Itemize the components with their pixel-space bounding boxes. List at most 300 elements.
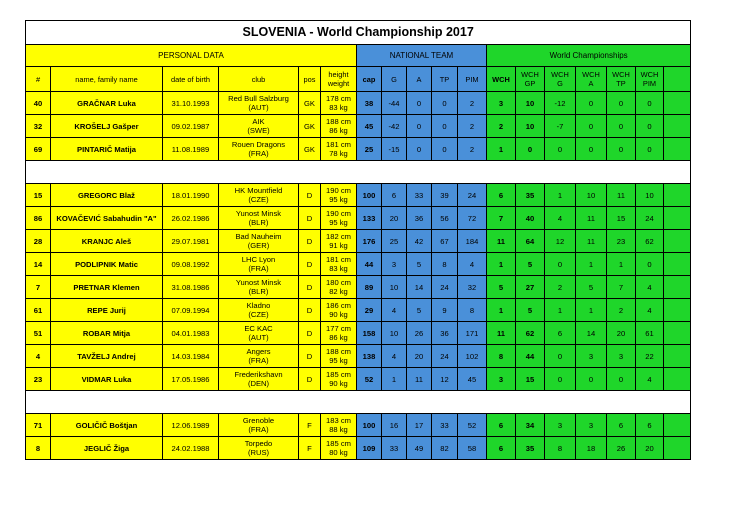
nt-caps: 138 xyxy=(357,345,382,368)
player-name: ROBAR Mitja xyxy=(51,322,163,345)
player-dob: 04.01.1983 xyxy=(163,322,219,345)
player-row xyxy=(26,322,691,345)
nt-caps: 109 xyxy=(357,437,382,460)
player-height-weight xyxy=(321,322,357,345)
nt-goals: 10 xyxy=(382,322,407,345)
player-club-line2: (FRA) xyxy=(248,149,269,158)
wch-pim: 62 xyxy=(636,230,664,253)
wch-points: 3 xyxy=(607,345,636,368)
player-height-weight-line1: 190 cm xyxy=(326,186,351,195)
player-club xyxy=(219,115,299,138)
player-row xyxy=(26,253,691,276)
player-name: JEGLIČ Žiga xyxy=(51,437,163,460)
row-spacer xyxy=(664,414,691,437)
wch-points: 2 xyxy=(607,299,636,322)
player-row xyxy=(26,414,691,437)
wch-pim: 24 xyxy=(636,207,664,230)
player-height-weight-line1: 182 cm xyxy=(326,232,351,241)
player-number: 71 xyxy=(26,414,51,437)
wch-points: 15 xyxy=(607,207,636,230)
wch-games: 40 xyxy=(516,207,545,230)
wch-points: 0 xyxy=(607,138,636,161)
player-club-line1: EC KAC xyxy=(244,324,273,333)
player-name: VIDMAR Luka xyxy=(51,368,163,391)
player-height-weight-line1: 180 cm xyxy=(326,278,351,287)
player-name: KROŠELJ Gašper xyxy=(51,115,163,138)
player-club-line2: (SWE) xyxy=(247,126,270,135)
player-number: 40 xyxy=(26,92,51,115)
player-name: PRETNAR Klemen xyxy=(51,276,163,299)
player-club-line2: (DEN) xyxy=(247,379,270,388)
header-name: name, family name xyxy=(51,67,163,92)
header-num: # xyxy=(26,67,51,92)
player-club-line1: HK Mountfield xyxy=(234,186,283,195)
player-height-weight-line1: 181 cm xyxy=(326,140,351,149)
player-height-weight xyxy=(321,276,357,299)
wch-games: 10 xyxy=(516,92,545,115)
wch-assists: 0 xyxy=(576,368,607,391)
roster-sheet xyxy=(25,20,690,460)
player-height-weight-line2: 95 kg xyxy=(329,218,348,227)
nt-caps: 45 xyxy=(357,115,382,138)
player-club xyxy=(219,253,299,276)
player-height-weight xyxy=(321,138,357,161)
player-row xyxy=(26,92,691,115)
row-spacer xyxy=(664,115,691,138)
section-personal-data: PERSONAL DATA xyxy=(26,45,357,67)
nt-points: 24 xyxy=(432,276,458,299)
nt-caps: 89 xyxy=(357,276,382,299)
nt-assists: 5 xyxy=(407,299,432,322)
wch-goals: 1 xyxy=(545,299,576,322)
wch-games: 5 xyxy=(516,253,545,276)
wch-pim: 61 xyxy=(636,322,664,345)
nt-pim: 24 xyxy=(458,184,487,207)
player-club-line1: LHC Lyon xyxy=(241,255,276,264)
player-position: F xyxy=(299,437,321,460)
player-name: PODLIPNIK Matic xyxy=(51,253,163,276)
nt-assists: 42 xyxy=(407,230,432,253)
header-wch-g-text: WCH G xyxy=(551,70,569,88)
player-name: KOVAČEVIĆ Sabahudin "A" xyxy=(51,207,163,230)
nt-pim: 45 xyxy=(458,368,487,391)
player-club-line1: Grenoble xyxy=(242,416,275,425)
wch-count: 5 xyxy=(487,276,516,299)
section-world-championships: World Championships xyxy=(487,45,691,67)
player-club-line2: (AUT) xyxy=(248,103,269,112)
player-dob: 24.02.1988 xyxy=(163,437,219,460)
wch-count: 8 xyxy=(487,345,516,368)
player-row xyxy=(26,368,691,391)
wch-assists: 11 xyxy=(576,207,607,230)
nt-caps: 29 xyxy=(357,299,382,322)
wch-pim: 0 xyxy=(636,253,664,276)
player-club-line1: Bad Nauheim xyxy=(235,232,282,241)
header-spacer xyxy=(664,67,691,92)
player-club-line2: (AUT) xyxy=(248,333,269,342)
player-name: GOLIČIČ Boštjan xyxy=(51,414,163,437)
nt-pim: 32 xyxy=(458,276,487,299)
nt-goals: 6 xyxy=(382,184,407,207)
row-spacer xyxy=(664,276,691,299)
player-height-weight xyxy=(321,368,357,391)
nt-assists: 26 xyxy=(407,322,432,345)
player-height-weight xyxy=(321,184,357,207)
wch-goals: 3 xyxy=(545,414,576,437)
player-dob: 14.03.1984 xyxy=(163,345,219,368)
header-wch-a xyxy=(576,67,607,92)
player-row xyxy=(26,207,691,230)
nt-goals: 25 xyxy=(382,230,407,253)
nt-caps: 100 xyxy=(357,414,382,437)
nt-assists: 0 xyxy=(407,92,432,115)
player-height-weight-line1: 186 cm xyxy=(326,301,351,310)
nt-goals: 4 xyxy=(382,299,407,322)
page-title: SLOVENIA - World Championship 2017 xyxy=(26,21,691,45)
player-club-line1: Kladno xyxy=(246,301,271,310)
wch-goals: 6 xyxy=(545,322,576,345)
player-number: 15 xyxy=(26,184,51,207)
wch-goals: 0 xyxy=(545,138,576,161)
player-height-weight-line1: 183 cm xyxy=(326,416,351,425)
player-height-weight xyxy=(321,437,357,460)
player-number: 28 xyxy=(26,230,51,253)
player-club-line2: (GER) xyxy=(247,241,270,250)
player-club-line1: Yunost Minsk xyxy=(235,209,282,218)
nt-assists: 20 xyxy=(407,345,432,368)
nt-goals: 1 xyxy=(382,368,407,391)
nt-points: 56 xyxy=(432,207,458,230)
wch-pim: 4 xyxy=(636,368,664,391)
wch-games: 27 xyxy=(516,276,545,299)
wch-points: 0 xyxy=(607,115,636,138)
nt-caps: 133 xyxy=(357,207,382,230)
wch-games: 35 xyxy=(516,437,545,460)
nt-points: 0 xyxy=(432,115,458,138)
nt-points: 0 xyxy=(432,92,458,115)
player-club xyxy=(219,138,299,161)
roster-table xyxy=(25,20,691,460)
nt-pim: 8 xyxy=(458,299,487,322)
wch-goals: 0 xyxy=(545,368,576,391)
wch-goals: 8 xyxy=(545,437,576,460)
wch-count: 1 xyxy=(487,138,516,161)
player-club xyxy=(219,299,299,322)
wch-points: 1 xyxy=(607,253,636,276)
player-position: GK xyxy=(299,115,321,138)
player-position: GK xyxy=(299,92,321,115)
player-position: F xyxy=(299,414,321,437)
wch-points: 11 xyxy=(607,184,636,207)
wch-points: 23 xyxy=(607,230,636,253)
wch-count: 11 xyxy=(487,322,516,345)
player-height-weight-line1: 188 cm xyxy=(326,347,351,356)
player-height-weight-line1: 188 cm xyxy=(326,117,351,126)
wch-points: 6 xyxy=(607,414,636,437)
player-dob: 18.01.1990 xyxy=(163,184,219,207)
nt-assists: 14 xyxy=(407,276,432,299)
wch-goals: -7 xyxy=(545,115,576,138)
header-dob-text: date of birth xyxy=(170,74,211,84)
wch-points: 0 xyxy=(607,92,636,115)
nt-assists: 0 xyxy=(407,138,432,161)
player-height-weight xyxy=(321,207,357,230)
wch-pim: 0 xyxy=(636,115,664,138)
player-club xyxy=(219,207,299,230)
section-national-team: NATIONAL TEAM xyxy=(357,45,487,67)
nt-pim: 2 xyxy=(458,92,487,115)
player-club-line2: (FRA) xyxy=(248,425,269,434)
player-number: 8 xyxy=(26,437,51,460)
player-club xyxy=(219,184,299,207)
row-spacer xyxy=(664,207,691,230)
section-spacer-row xyxy=(26,391,691,414)
wch-games: 0 xyxy=(516,138,545,161)
header-wch: WCH xyxy=(487,67,516,92)
wch-assists: 3 xyxy=(576,414,607,437)
player-height-weight-line2: 80 kg xyxy=(329,448,348,457)
player-club xyxy=(219,230,299,253)
nt-assists: 5 xyxy=(407,253,432,276)
player-row xyxy=(26,276,691,299)
player-club-line2: (CZE) xyxy=(248,310,269,319)
player-dob: 09.02.1987 xyxy=(163,115,219,138)
player-height-weight-line2: 83 kg xyxy=(329,264,348,273)
player-height-weight-line1: 185 cm xyxy=(326,370,351,379)
wch-pim: 22 xyxy=(636,345,664,368)
nt-caps: 25 xyxy=(357,138,382,161)
player-name: REPE Jurij xyxy=(51,299,163,322)
wch-count: 3 xyxy=(487,92,516,115)
player-club-line2: (FRA) xyxy=(248,356,269,365)
nt-goals: 3 xyxy=(382,253,407,276)
wch-count: 3 xyxy=(487,368,516,391)
nt-assists: 11 xyxy=(407,368,432,391)
row-spacer xyxy=(664,368,691,391)
header-wch-tp xyxy=(607,67,636,92)
row-spacer xyxy=(664,253,691,276)
wch-goals: 4 xyxy=(545,207,576,230)
player-height-weight xyxy=(321,253,357,276)
wch-count: 6 xyxy=(487,414,516,437)
wch-assists: 14 xyxy=(576,322,607,345)
wch-pim: 10 xyxy=(636,184,664,207)
player-number: 7 xyxy=(26,276,51,299)
player-height-weight xyxy=(321,299,357,322)
player-club xyxy=(219,437,299,460)
player-dob: 12.06.1989 xyxy=(163,414,219,437)
wch-goals: 1 xyxy=(545,184,576,207)
player-club-line2: (CZE) xyxy=(248,195,269,204)
wch-games: 34 xyxy=(516,414,545,437)
wch-pim: 6 xyxy=(636,414,664,437)
player-club xyxy=(219,92,299,115)
wch-games: 62 xyxy=(516,322,545,345)
player-dob: 09.08.1992 xyxy=(163,253,219,276)
nt-pim: 2 xyxy=(458,138,487,161)
spacer-cell xyxy=(26,161,691,184)
player-position: D xyxy=(299,299,321,322)
row-spacer xyxy=(664,184,691,207)
player-row xyxy=(26,230,691,253)
spacer-cell xyxy=(26,391,691,414)
player-position: D xyxy=(299,368,321,391)
player-height-weight-line2: 86 kg xyxy=(329,333,348,342)
player-height-weight xyxy=(321,230,357,253)
nt-caps: 100 xyxy=(357,184,382,207)
player-position: D xyxy=(299,322,321,345)
player-club-line1: Frederikshavn xyxy=(234,370,283,379)
player-name: KRANJC Aleš xyxy=(51,230,163,253)
player-club-line1: Torpedo xyxy=(244,439,273,448)
player-position: D xyxy=(299,276,321,299)
player-height-weight-line2: 83 kg xyxy=(329,103,348,112)
nt-goals: 16 xyxy=(382,414,407,437)
row-spacer xyxy=(664,230,691,253)
nt-assists: 49 xyxy=(407,437,432,460)
header-tp: TP xyxy=(432,67,458,92)
player-dob: 07.09.1994 xyxy=(163,299,219,322)
wch-count: 6 xyxy=(487,184,516,207)
header-wch-tp-text: WCH TP xyxy=(612,70,630,88)
player-height-weight-line2: 90 kg xyxy=(329,310,348,319)
player-number: 4 xyxy=(26,345,51,368)
wch-count: 1 xyxy=(487,299,516,322)
wch-count: 1 xyxy=(487,253,516,276)
row-spacer xyxy=(664,437,691,460)
nt-goals: 20 xyxy=(382,207,407,230)
row-spacer xyxy=(664,322,691,345)
player-number: 23 xyxy=(26,368,51,391)
nt-assists: 0 xyxy=(407,115,432,138)
player-height-weight xyxy=(321,414,357,437)
player-height-weight-line2: 95 kg xyxy=(329,356,348,365)
nt-points: 67 xyxy=(432,230,458,253)
player-row xyxy=(26,184,691,207)
nt-points: 9 xyxy=(432,299,458,322)
player-position: D xyxy=(299,184,321,207)
player-height-weight-line2: 78 kg xyxy=(329,149,348,158)
player-number: 14 xyxy=(26,253,51,276)
player-height-weight-line2: 91 kg xyxy=(329,241,348,250)
wch-count: 2 xyxy=(487,115,516,138)
wch-count: 7 xyxy=(487,207,516,230)
player-row xyxy=(26,437,691,460)
player-height-weight-line2: 82 kg xyxy=(329,287,348,296)
wch-games: 10 xyxy=(516,115,545,138)
player-height-weight xyxy=(321,92,357,115)
wch-assists: 0 xyxy=(576,138,607,161)
nt-assists: 17 xyxy=(407,414,432,437)
player-row xyxy=(26,345,691,368)
player-dob: 29.07.1981 xyxy=(163,230,219,253)
player-club xyxy=(219,322,299,345)
wch-pim: 0 xyxy=(636,92,664,115)
player-club-line2: (FRA) xyxy=(248,264,269,273)
row-spacer xyxy=(664,299,691,322)
nt-goals: 4 xyxy=(382,345,407,368)
nt-caps: 52 xyxy=(357,368,382,391)
nt-points: 8 xyxy=(432,253,458,276)
player-club xyxy=(219,345,299,368)
player-height-weight xyxy=(321,115,357,138)
nt-points: 12 xyxy=(432,368,458,391)
header-g: G xyxy=(382,67,407,92)
nt-goals: -42 xyxy=(382,115,407,138)
header-hw xyxy=(321,67,357,92)
wch-pim: 4 xyxy=(636,276,664,299)
nt-caps: 176 xyxy=(357,230,382,253)
player-height-weight-line2: 88 kg xyxy=(329,425,348,434)
wch-goals: -12 xyxy=(545,92,576,115)
player-club-line1: AIK xyxy=(252,117,265,126)
nt-pim: 184 xyxy=(458,230,487,253)
nt-assists: 33 xyxy=(407,184,432,207)
nt-goals: -15 xyxy=(382,138,407,161)
wch-games: 35 xyxy=(516,184,545,207)
player-row xyxy=(26,138,691,161)
wch-games: 5 xyxy=(516,299,545,322)
wch-assists: 1 xyxy=(576,253,607,276)
player-height-weight-line2: 86 kg xyxy=(329,126,348,135)
player-height-weight-line1: 185 cm xyxy=(326,439,351,448)
player-position: D xyxy=(299,207,321,230)
nt-points: 33 xyxy=(432,414,458,437)
player-number: 32 xyxy=(26,115,51,138)
player-position: D xyxy=(299,230,321,253)
player-number: 86 xyxy=(26,207,51,230)
nt-caps: 38 xyxy=(357,92,382,115)
wch-points: 0 xyxy=(607,368,636,391)
player-name: GRAČNAR Luka xyxy=(51,92,163,115)
row-spacer xyxy=(664,138,691,161)
wch-assists: 0 xyxy=(576,92,607,115)
nt-caps: 44 xyxy=(357,253,382,276)
header-wch-gp-text: WCH GP xyxy=(521,70,539,88)
nt-caps: 158 xyxy=(357,322,382,345)
header-club: club xyxy=(219,67,299,92)
player-name: GREGORC Blaž xyxy=(51,184,163,207)
header-pim: PIM xyxy=(458,67,487,92)
player-height-weight-line1: 181 cm xyxy=(326,255,351,264)
player-height-weight-line1: 177 cm xyxy=(326,324,351,333)
wch-assists: 10 xyxy=(576,184,607,207)
player-row xyxy=(26,299,691,322)
player-club-line1: Red Bull Salzburg xyxy=(228,94,289,103)
row-spacer xyxy=(664,345,691,368)
header-hw-text: height weight xyxy=(327,70,350,88)
player-dob: 26.02.1986 xyxy=(163,207,219,230)
nt-points: 36 xyxy=(432,322,458,345)
wch-goals: 12 xyxy=(545,230,576,253)
nt-pim: 171 xyxy=(458,322,487,345)
player-club xyxy=(219,414,299,437)
wch-assists: 3 xyxy=(576,345,607,368)
player-dob: 17.05.1986 xyxy=(163,368,219,391)
player-position: D xyxy=(299,253,321,276)
player-dob: 31.10.1993 xyxy=(163,92,219,115)
nt-points: 24 xyxy=(432,345,458,368)
player-number: 61 xyxy=(26,299,51,322)
wch-count: 11 xyxy=(487,230,516,253)
player-club-line1: Rouen Dragons xyxy=(231,140,286,149)
header-wch-pim xyxy=(636,67,664,92)
player-number: 69 xyxy=(26,138,51,161)
player-dob: 11.08.1989 xyxy=(163,138,219,161)
player-club-line2: (BLR) xyxy=(248,287,269,296)
header-wch-pim-text: WCH PIM xyxy=(640,70,659,88)
header-pos: pos xyxy=(299,67,321,92)
